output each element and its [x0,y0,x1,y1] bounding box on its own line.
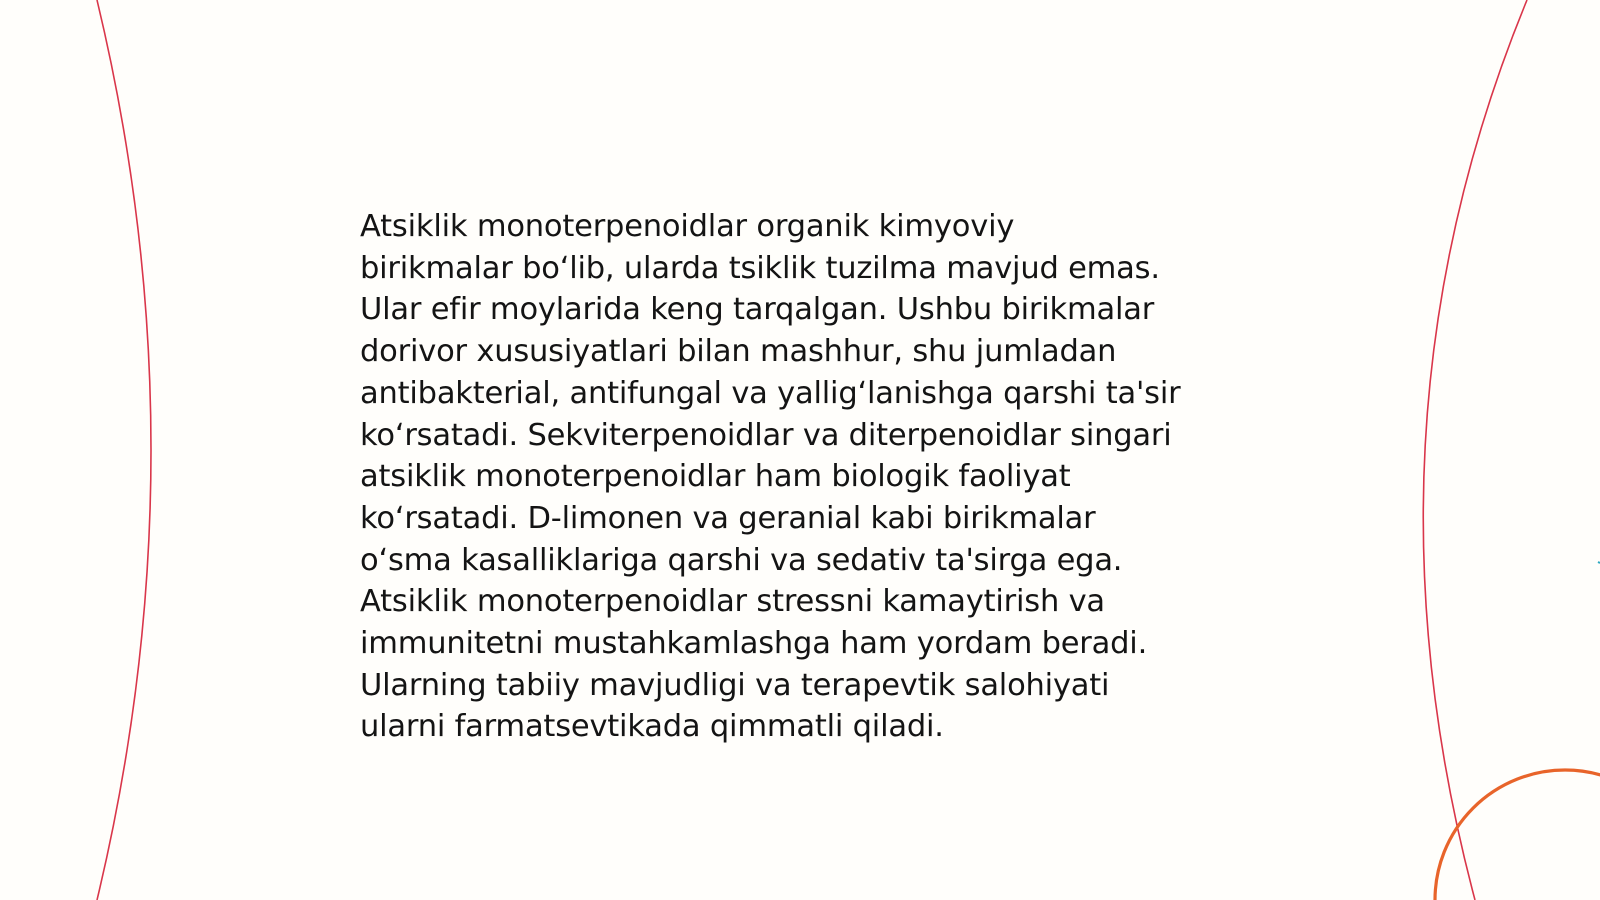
text-line: atsiklik monoterpenoidlar ham biologik faoliyat [360,459,1071,495]
text-line: antibakterial, antifungal va yallig‘lanishga qarshi ta'sir [360,375,1181,411]
text-line: birikmalar bo‘lib, ularda tsiklik tuzilma mavjud emas. [360,250,1160,286]
text-line: ularni farmatsevtikada qimmatli qiladi. [360,709,944,745]
text-line: immunitetni mustahkamlashga ham yordam beradi. [360,626,1148,662]
text-line: o‘sma kasalliklariga qarshi va sedativ ta'sirga ega. [360,542,1123,578]
text-line: Ular efir moylarida keng tarqalgan. Ushbu birikmalar [360,292,1155,328]
left-arc-line [97,0,151,900]
text-line: ko‘rsatadi. Sekviterpenoidlar va diterpenoidlar singari [360,417,1172,453]
text-line: Ularning tabiiy mavjudligi va terapevtik salohiyati [360,667,1110,703]
text-line: ko‘rsatadi. D-limonen va geranial kabi birikmalar [360,500,1096,536]
text-line: Atsiklik monoterpenoidlar stressni kamaytirish va [360,584,1105,620]
right-arc-line [1423,0,1527,900]
text-line: dorivor xususiyatlari bilan mashhur, shu jumladan [360,334,1117,370]
slide-body-text [360,206,1260,748]
text-line: Atsiklik monoterpenoidlar organik kimyoviy [360,209,1015,244]
